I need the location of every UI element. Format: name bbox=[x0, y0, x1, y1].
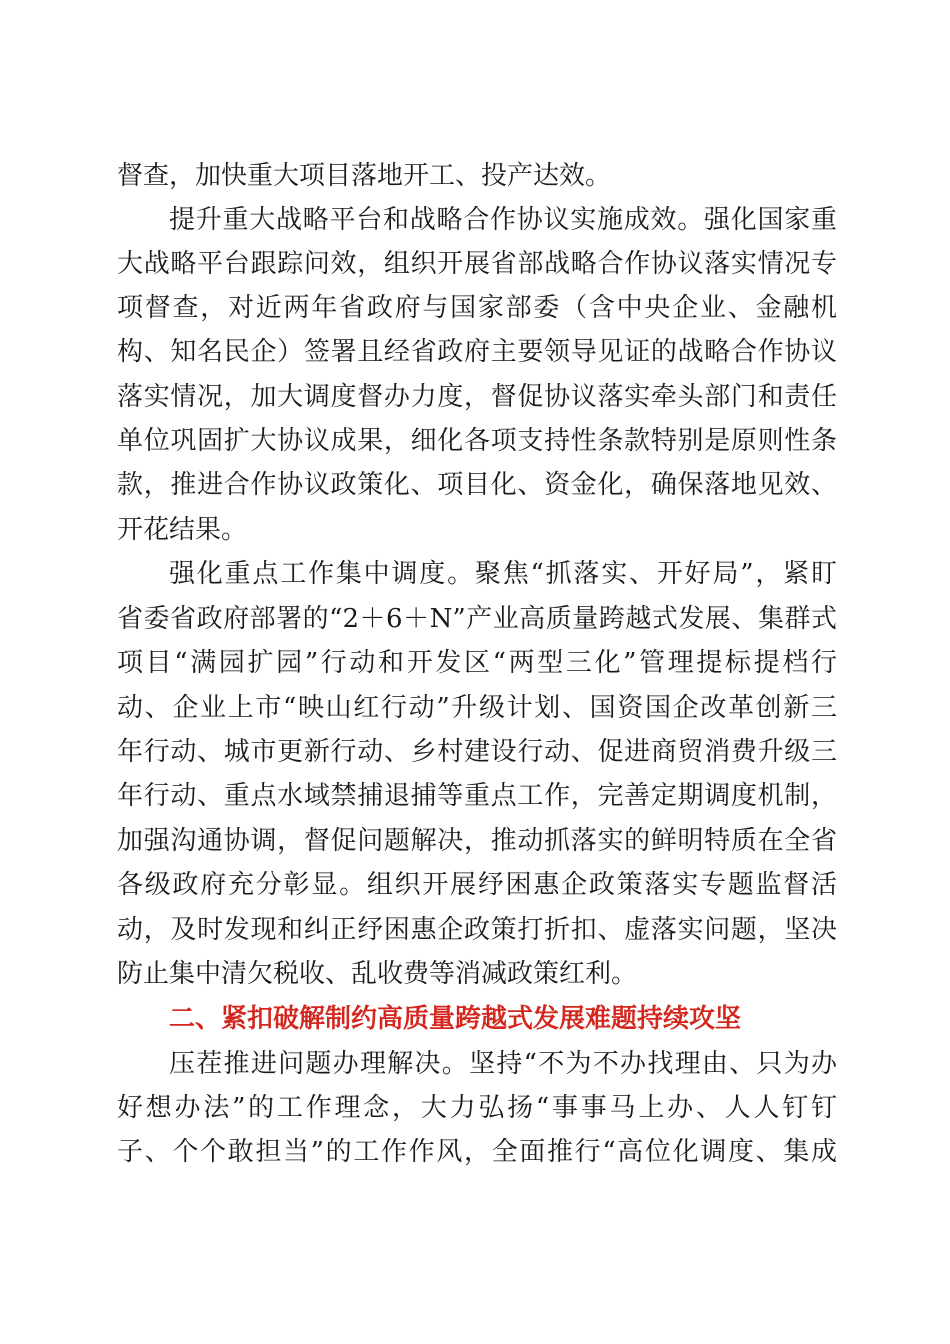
section-heading: 二、紧扣破解制约高质量跨越式发展难题持续攻坚 bbox=[169, 1004, 742, 1034]
paragraph-start-line: 强化重点工作集中调度。聚焦“抓落实、开好局”，紧盯 bbox=[169, 559, 837, 589]
text-line: 项目“满园扩园”行动和开发区“两型三化”管理提标提档行 bbox=[117, 648, 837, 678]
text-line: 子、个个敢担当”的工作作风，全面推行“高位化调度、集成 bbox=[117, 1137, 837, 1167]
text-line: 大战略平台跟踪问效，组织开展省部战略合作协议落实情况专 bbox=[117, 249, 837, 279]
text-line: 年行动、城市更新行动、乡村建设行动、促进商贸消费升级三 bbox=[117, 737, 837, 767]
text-line: 单位巩固扩大协议成果，细化各项支持性条款特别是原则性条 bbox=[117, 426, 837, 456]
text-line: 省委省政府部署的“2＋6＋N”产业高质量跨越式发展、集群式 bbox=[117, 604, 837, 634]
text-line: 动，及时发现和纠正纾困惠企政策打折扣、虚落实问题，坚决 bbox=[117, 915, 837, 945]
paragraph-start-line: 压茬推进问题办理解决。坚持“不为不办找理由、只为办 bbox=[169, 1049, 837, 1079]
text-line: 动、企业上市“映山红行动”升级计划、国资国企改革创新三 bbox=[117, 693, 837, 723]
text-line: 项督查，对近两年省政府与国家部委（含中央企业、金融机 bbox=[117, 293, 837, 323]
text-line: 开花结果。 bbox=[117, 515, 248, 545]
text-line: 年行动、重点水域禁捕退捕等重点工作，完善定期调度机制， bbox=[117, 781, 837, 811]
text-line: 各级政府充分彰显。组织开展纾困惠企政策落实专题监督活 bbox=[117, 870, 837, 900]
text-line: 督查，加快重大项目落地开工、投产达效。 bbox=[117, 161, 612, 191]
text-line: 防止集中清欠税收、乱收费等消减政策红利。 bbox=[117, 959, 638, 989]
paragraph-start-line: 提升重大战略平台和战略合作协议实施成效。强化国家重 bbox=[169, 205, 837, 235]
text-line: 落实情况，加大调度督办力度，督促协议落实牵头部门和责任 bbox=[117, 382, 837, 412]
text-line: 好想办法”的工作理念，大力弘扬“事事马上办、人人钉钉 bbox=[117, 1093, 837, 1123]
text-line: 构、知名民企）签署且经省政府主要领导见证的战略合作协议 bbox=[117, 337, 837, 367]
text-line: 加强沟通协调，督促问题解决，推动抓落实的鲜明特质在全省 bbox=[117, 826, 837, 856]
text-line: 款，推进合作协议政策化、项目化、资金化，确保落地见效、 bbox=[117, 470, 837, 500]
